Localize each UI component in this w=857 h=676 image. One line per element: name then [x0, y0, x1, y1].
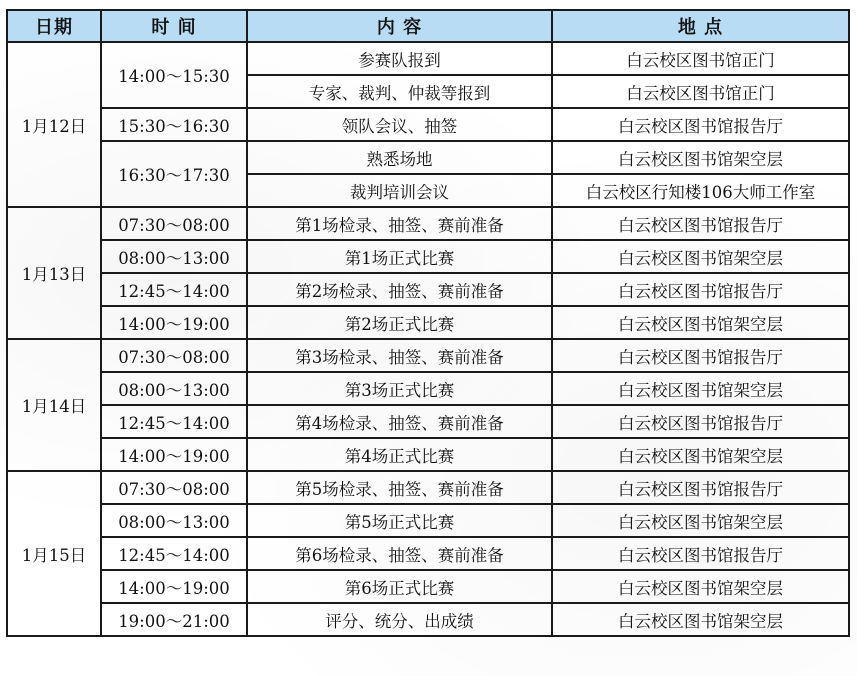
table-row	[7, 504, 849, 537]
time-cell: 16:30～17:30	[101, 141, 247, 207]
header-date: 日期	[7, 10, 101, 42]
place-cell: 白云校区图书馆架空层	[552, 141, 849, 174]
place-cell: 白云校区图书馆报告厅	[552, 273, 849, 306]
time-cell: 08:00～13:00	[101, 240, 247, 273]
place-cell: 白云校区图书馆报告厅	[552, 207, 849, 240]
time-cell: 14:00～19:00	[101, 306, 247, 339]
header-time: 时 间	[101, 10, 247, 42]
place-cell: 白云校区图书馆架空层	[552, 603, 849, 636]
place-cell: 白云校区图书馆报告厅	[552, 108, 849, 141]
content-cell: 领队会议、抽签	[247, 108, 552, 141]
table-row	[7, 438, 849, 471]
content-cell: 第3场检录、抽签、赛前准备	[247, 339, 552, 372]
content-cell: 第4场正式比赛	[247, 438, 552, 471]
place-cell: 白云校区图书馆架空层	[552, 504, 849, 537]
date-cell: 1月14日	[7, 339, 101, 471]
place-cell: 白云校区图书馆架空层	[552, 372, 849, 405]
content-cell: 熟悉场地	[247, 141, 552, 174]
time-cell: 14:00～19:00	[101, 570, 247, 603]
content-cell: 第1场检录、抽签、赛前准备	[247, 207, 552, 240]
table-row	[7, 339, 849, 372]
time-cell: 14:00～15:30	[101, 42, 247, 108]
place-cell: 白云校区图书馆报告厅	[552, 339, 849, 372]
content-cell: 第2场正式比赛	[247, 306, 552, 339]
schedule-table	[6, 9, 850, 637]
table-row	[7, 108, 849, 141]
content-cell: 评分、统分、出成绩	[247, 603, 552, 636]
header-row	[7, 10, 849, 42]
time-cell: 12:45～14:00	[101, 273, 247, 306]
time-cell: 07:30～08:00	[101, 471, 247, 504]
time-cell: 15:30～16:30	[101, 108, 247, 141]
place-cell: 白云校区行知楼106大师工作室	[552, 174, 849, 207]
place-cell: 白云校区图书馆报告厅	[552, 537, 849, 570]
table-row	[7, 141, 849, 174]
time-cell: 19:00～21:00	[101, 603, 247, 636]
header-place: 地 点	[552, 10, 849, 42]
time-cell: 12:45～14:00	[101, 537, 247, 570]
place-cell: 白云校区图书馆架空层	[552, 438, 849, 471]
table-row	[7, 207, 849, 240]
date-cell: 1月15日	[7, 471, 101, 636]
content-cell: 裁判培训会议	[247, 174, 552, 207]
content-cell: 第6场检录、抽签、赛前准备	[247, 537, 552, 570]
place-cell: 白云校区图书馆架空层	[552, 570, 849, 603]
place-cell: 白云校区图书馆正门	[552, 75, 849, 108]
time-cell: 14:00～19:00	[101, 438, 247, 471]
table-row	[7, 405, 849, 438]
table-row	[7, 372, 849, 405]
date-cell: 1月12日	[7, 42, 101, 207]
header-content: 内 容	[247, 10, 552, 42]
schedule-body	[7, 42, 849, 636]
content-cell: 第2场检录、抽签、赛前准备	[247, 273, 552, 306]
table-row	[7, 306, 849, 339]
table-row	[7, 42, 849, 75]
table-row	[7, 570, 849, 603]
time-cell: 12:45～14:00	[101, 405, 247, 438]
place-cell: 白云校区图书馆架空层	[552, 306, 849, 339]
table-row	[7, 537, 849, 570]
content-cell: 第4场检录、抽签、赛前准备	[247, 405, 552, 438]
table-row	[7, 603, 849, 636]
place-cell: 白云校区图书馆报告厅	[552, 405, 849, 438]
content-cell: 第1场正式比赛	[247, 240, 552, 273]
table-row	[7, 240, 849, 273]
content-cell: 第6场正式比赛	[247, 570, 552, 603]
content-cell: 参赛队报到	[247, 42, 552, 75]
date-cell: 1月13日	[7, 207, 101, 339]
place-cell: 白云校区图书馆正门	[552, 42, 849, 75]
place-cell: 白云校区图书馆架空层	[552, 240, 849, 273]
content-cell: 专家、裁判、仲裁等报到	[247, 75, 552, 108]
time-cell: 08:00～13:00	[101, 372, 247, 405]
time-cell: 07:30～08:00	[101, 339, 247, 372]
time-cell: 07:30～08:00	[101, 207, 247, 240]
place-cell: 白云校区图书馆报告厅	[552, 471, 849, 504]
table-row	[7, 273, 849, 306]
time-cell: 08:00～13:00	[101, 504, 247, 537]
content-cell: 第3场正式比赛	[247, 372, 552, 405]
table-row	[7, 471, 849, 504]
content-cell: 第5场检录、抽签、赛前准备	[247, 471, 552, 504]
content-cell: 第5场正式比赛	[247, 504, 552, 537]
